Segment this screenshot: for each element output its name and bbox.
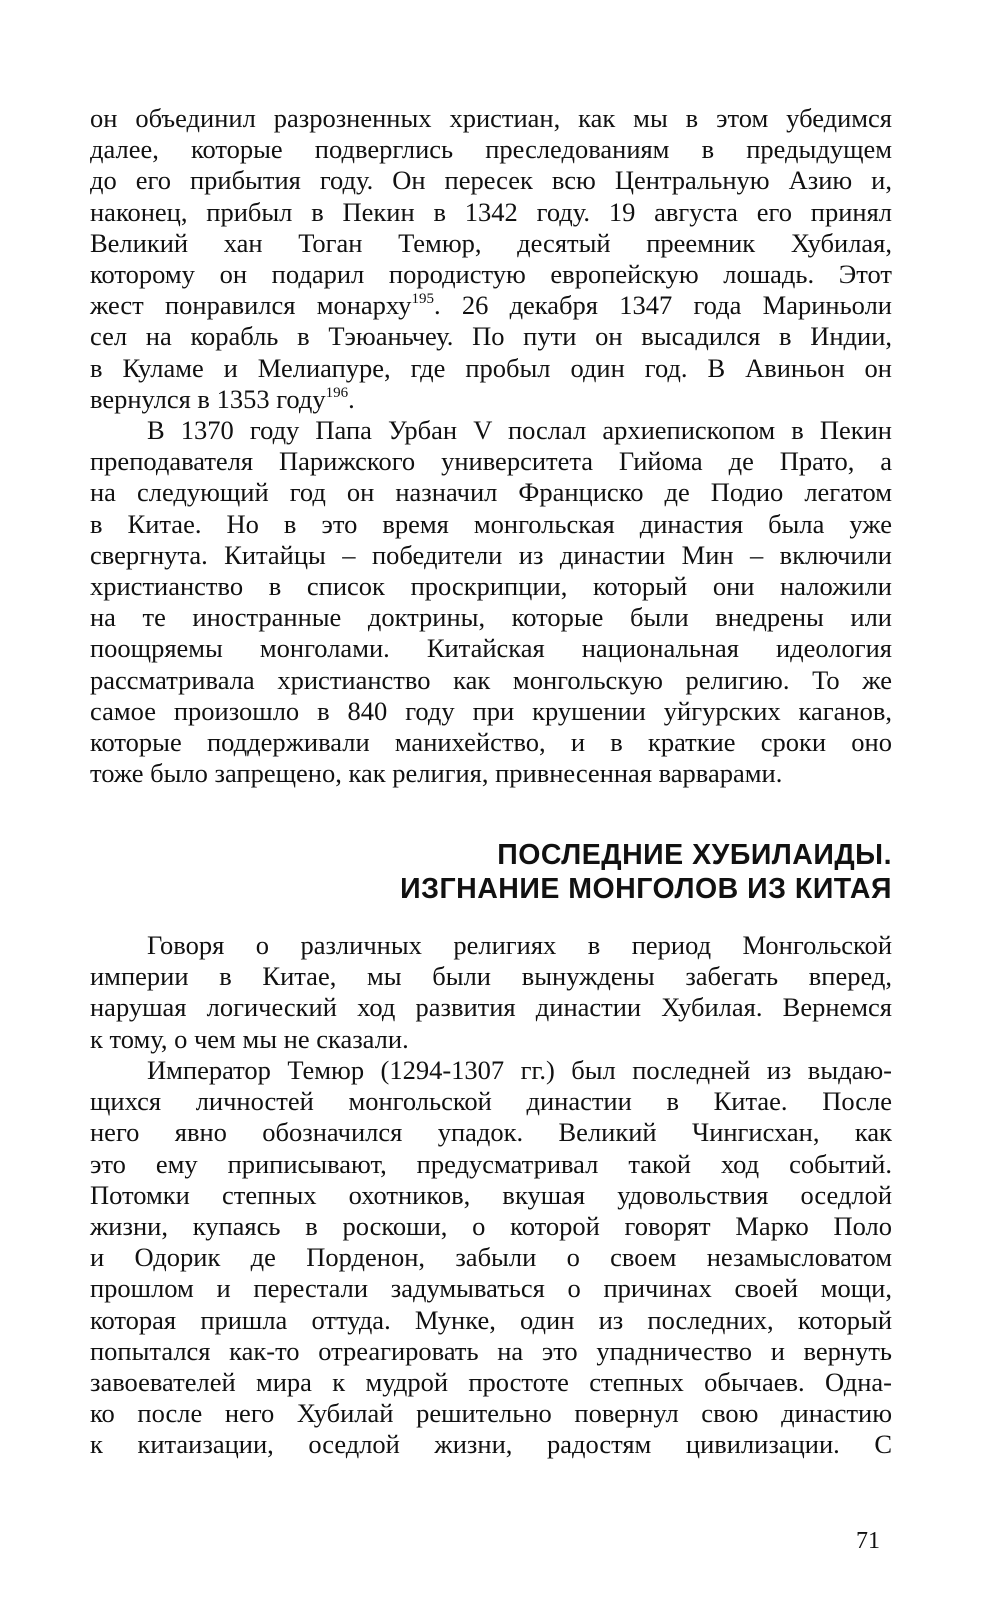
- paragraph-4: [90, 1055, 892, 1461]
- text-line: наконец, прибыл в Пекин в 1342 году. 19 августа его принял: [90, 196, 892, 227]
- footnote-ref-196: 196: [325, 384, 349, 401]
- text-line: до его прибытия году. Он пересек всю Центральную Азию и,: [90, 165, 892, 196]
- text-line: прошлом и перестали задумываться о причинах своей мощи,: [90, 1273, 892, 1304]
- text-line: далее, которые подверглись преследованиям в предыдущем: [90, 134, 892, 165]
- page-number: 71: [856, 1528, 880, 1554]
- text-line: он объединил разрозненных христиан, как мы в этом убедимся: [90, 103, 892, 133]
- section-heading-line-2: ИЗГНАНИЕ МОНГОЛОВ ИЗ КИТАЯ: [400, 873, 892, 905]
- text-segment: .: [348, 383, 355, 414]
- text-line: Говоря о различных религиях в период Монгольской: [147, 930, 892, 960]
- text-line: нарушая логический ход развития династии Хубилая. Вернемся: [90, 992, 892, 1023]
- text-line: которому он подарил породистую европейскую лошадь. Этот: [90, 259, 892, 290]
- text-line: в Китае. Но в это время монгольская династия была уже: [90, 508, 892, 539]
- paragraph-1: [90, 103, 892, 415]
- text-line: него явно обозначился упадок. Великий Чингисхан, как: [90, 1117, 892, 1148]
- text-line: христианство в список проскрипции, который они наложили: [90, 571, 892, 602]
- text-segment: вернулся в 1353 году: [90, 383, 326, 414]
- text-line: Великий хан Тоган Темюр, десятый преемник Хубилая,: [90, 227, 892, 258]
- text-line: преподавателя Парижского университета Гийома де Прато, а: [90, 446, 892, 477]
- text-line: которая пришла оттуда. Мунке, один из последних, который: [90, 1304, 892, 1335]
- text-segment: жест понравился монарху: [90, 290, 412, 321]
- text-line: попытался как-то отреагировать на это упадничество и вернуть: [90, 1335, 892, 1366]
- section-heading: [400, 838, 892, 906]
- text-line: рассматривала христианство как монгольскую религию. То же: [90, 664, 892, 695]
- text-line: В 1370 году Папа Урбан V послал архиепископом в Пекин: [147, 415, 892, 445]
- section-heading-line-1: ПОСЛЕДНИЕ ХУБИЛАИДЫ.: [497, 839, 892, 871]
- text-line: щихся личностей монгольской династии в Китае. После: [90, 1086, 892, 1117]
- text-line: свергнута. Китайцы – победители из династии Мин – включили: [90, 539, 892, 570]
- text-line: Император Темюр (1294-1307 гг.) был последней из выдаю-: [147, 1055, 892, 1085]
- text-line: на следующий год он назначил Франциско де Подио легатом: [90, 477, 892, 508]
- text-line: самое произошло в 840 году при крушении уйгурских каганов,: [90, 695, 892, 726]
- text-line: жизни, купаясь в роскоши, о которой говорят Марко Поло: [90, 1211, 892, 1242]
- paragraph-2: [90, 415, 892, 789]
- text-line: Потомки степных охотников, вкушая удовольствия оседлой: [90, 1179, 892, 1210]
- text-line: к тому, о чем мы не сказали.: [90, 1023, 409, 1054]
- text-line: и Одорик де Порденон, забыли о своем незамысловатом: [90, 1242, 892, 1273]
- text-line: завоевателей мира к мудрой простоте степных обычаев. Одна-: [90, 1367, 892, 1398]
- text-line-with-footnote: [90, 290, 892, 321]
- footnote-ref-195: 195: [411, 291, 434, 308]
- text-line: тоже было запрещено, как религия, привнесенная варварами.: [90, 758, 783, 789]
- text-line: сел на корабль в Тэюаньчеу. По пути он высадился в Индии,: [90, 321, 892, 352]
- text-line: это ему приписывают, предусматривал такой ход событий.: [90, 1148, 892, 1179]
- text-line: ко после него Хубилай решительно повернул свою династию: [90, 1398, 892, 1429]
- text-line: поощряемы монголами. Китайская национальная идеология: [90, 633, 892, 664]
- text-line: которые поддерживали манихейство, и в краткие сроки оно: [90, 727, 892, 758]
- text-line: в Куламе и Мелиапуре, где пробыл один год. В Авиньон он: [90, 352, 892, 383]
- paragraph-3: [90, 930, 892, 1055]
- text-line-with-footnote: [90, 384, 892, 415]
- text-segment: . 26 декабря 1347 года Мариньоли: [433, 290, 892, 321]
- text-line: на те иностранные доктрины, которые были внедрены или: [90, 602, 892, 633]
- text-line: империи в Китае, мы были вынуждены забегать вперед,: [90, 961, 892, 992]
- text-line: к китаизации, оседлой жизни, радостям цивилизации. С: [90, 1429, 892, 1460]
